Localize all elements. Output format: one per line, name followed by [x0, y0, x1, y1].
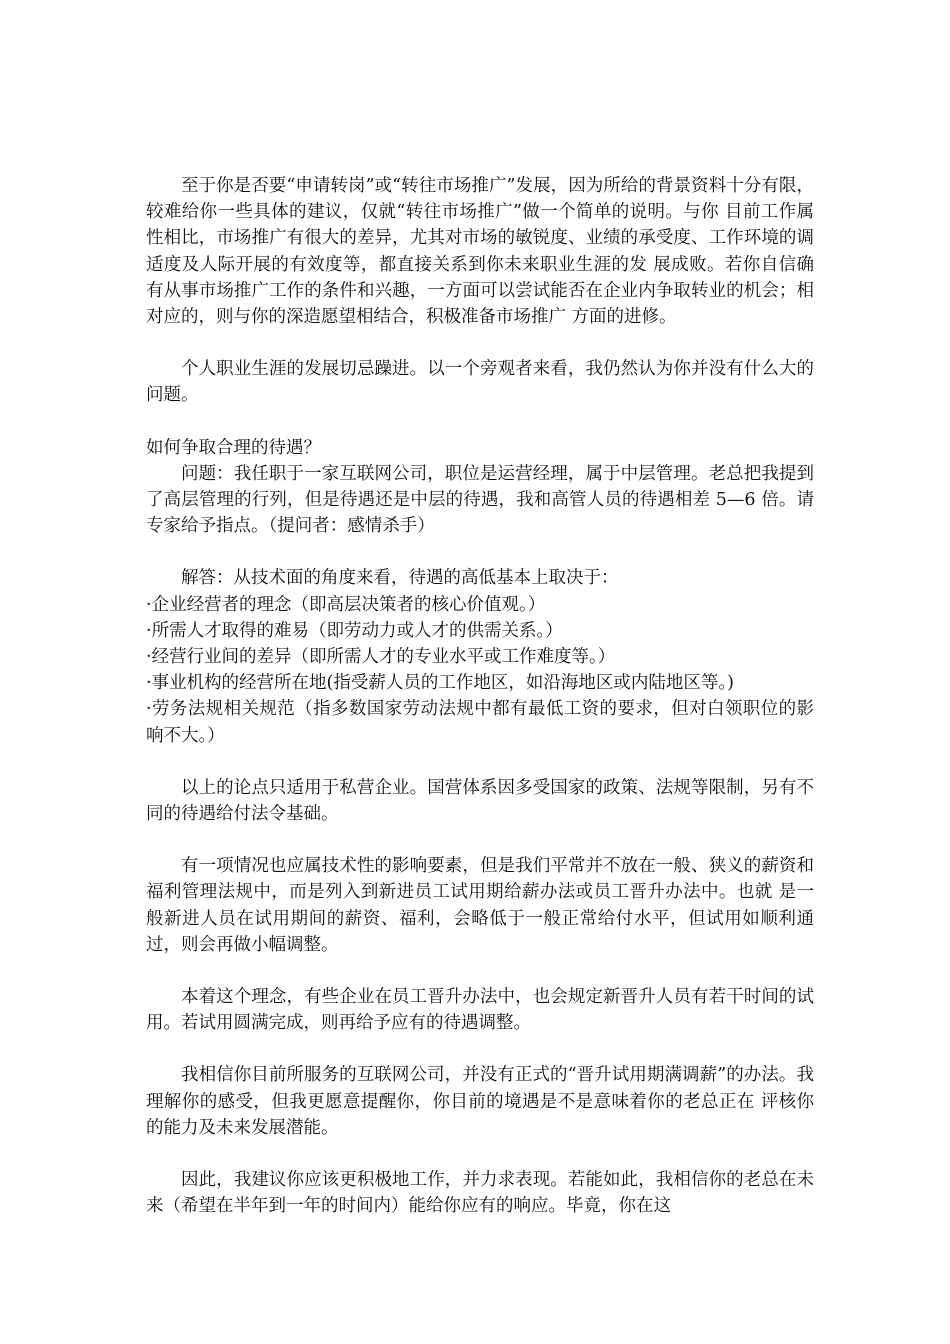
paragraph-gap	[146, 749, 814, 775]
question-paragraph: 问题：我任职于一家互联网公司，职位是运营经理，属于中层管理。老总把我提到了高层管理的行列，但是待遇还是中层的待遇，我和高管人员的待遇相差 5—6 倍。请专家给予指点。（提问者：感情杀手）	[146, 463, 814, 537]
list-item: ·经营行业间的差异（即所需人才的专业水平或工作难度等。）	[146, 647, 616, 668]
paragraph-gap	[146, 409, 814, 435]
paragraph-probation: 有一项情况也应属技术性的影响要素，但是我们平常并不放在一般、狭义的薪资和福利管理法规中，而是列入到新进员工试用期给薪办法或员工晋升办法中。也就 是一般新进人员在试用期间的薪资、福利，会略低于一般正常给付水平，但试用如顺利通过，则会再做小幅调整。	[146, 856, 814, 955]
section-heading: 如何争取合理的待遇？	[146, 437, 321, 458]
paragraph-career-transfer: 至于你是否要“申请转岗”或“转往市场推广”发展，因为所给的背景资料十分有限，较难给你一些具体的建议，仅就“转往市场推广”做一个简单的说明。与你 目前工作属性相比，市场推广有很大的差异，尤其对市场的敏锐度、业绩的承受度、工作环境的调适度及人际开展的有效度等，都直接关系到你未来职业生涯的发 展成败。若你自信确有从事市场推广工作的条件和兴趣，一方面可以尝试能否在企业内争取转业的机会；相对应的，则与你的深造愿望相结合，积极准备市场推广 方面的进修。	[146, 176, 814, 328]
paragraph-recommendation: 因此，我建议你应该更积极地工作，并力求表现。若能如此，我相信你的老总在未来（希望在半年到一年的时间内）能给你应有的响应。毕竟，你在这	[146, 1170, 814, 1217]
paragraph-gap	[146, 1036, 814, 1062]
document-body	[146, 173, 814, 1220]
list-item: ·劳务法规相关规范（指多数国家劳动法规中都有最低工资的要求，但对白领职位的影响不大。）	[146, 699, 814, 746]
paragraph-gap	[146, 1141, 814, 1167]
paragraph-evaluation: 我相信你目前所服务的互联网公司，并没有正式的“晋升试用期满调薪”的办法。我理解你的感受，但我更愿意提醒你，你目前的境遇是不是意味着你的老总正在 评核你的能力及未来发展潜能。	[146, 1065, 814, 1138]
list-item: ·所需人才取得的难易（即劳动力或人才的供需关系。）	[146, 620, 563, 641]
answer-intro: 解答：从技术面的角度来看，待遇的高低基本上取决于：	[181, 568, 619, 589]
paragraph-gap	[146, 827, 814, 853]
list-item: ·企业经营者的理念（即高层决策者的核心价值观。）	[146, 594, 546, 615]
paragraph-gap	[146, 539, 814, 565]
paragraph-gap	[146, 330, 814, 356]
paragraph-promotion-trial: 本着这个理念，有些企业在员工晋升办法中，也会规定新晋升人员有若干时间的试用。若试用圆满完成，则再给予应有的待遇调整。	[146, 987, 814, 1034]
paragraph-private-enterprise: 以上的论点只适用于私营企业。国营体系因多受国家的政策、法规等限制，另有不同的待遇给付法令基础。	[146, 777, 814, 825]
factor-list	[146, 592, 814, 749]
list-item: ·事业机构的经营所在地(指受薪人员的工作地区，如沿海地区或内陆地区等。)	[146, 673, 734, 694]
paragraph-gap	[146, 958, 814, 984]
paragraph-career-advice: 个人职业生涯的发展切忌躁进。以一个旁观者来看，我仍然认为你并没有什么大的问题。	[146, 359, 814, 406]
